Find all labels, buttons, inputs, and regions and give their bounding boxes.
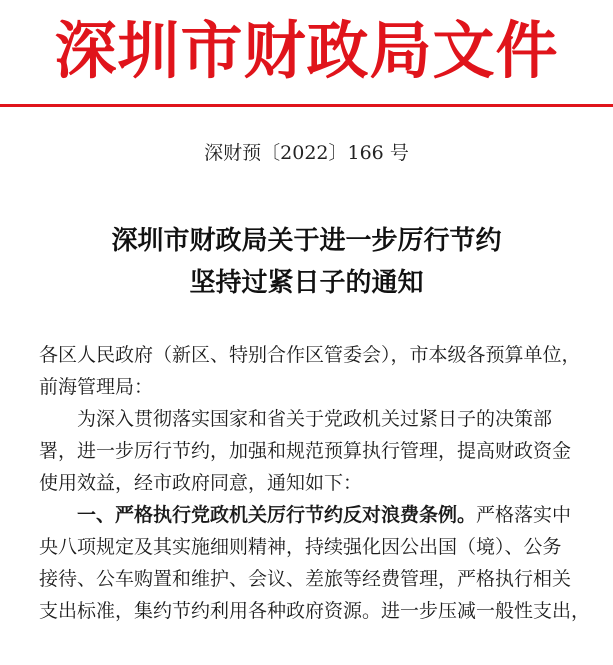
- title-line-1: 深圳市财政局关于进一步厉行节约: [111, 226, 502, 256]
- addressee-line-2: 前海管理局：: [39, 376, 154, 398]
- addressee-line-1: 各区人民政府（新区、特别合作区管委会），市本级各预算单位，: [39, 344, 581, 366]
- issuer-header: 深圳市财政局文件: [54, 14, 559, 87]
- header-divider: [0, 104, 613, 107]
- intro-line-3: 使用效益，经市政府同意，通知如下：: [39, 472, 363, 494]
- section-1-line-1-rest: 严格落实中: [476, 504, 572, 526]
- document-title: [0, 220, 613, 304]
- section-1-line-1: [39, 499, 584, 531]
- section-1-heading: 一、严格执行党政机关厉行节约反对浪费条例。: [77, 504, 477, 526]
- intro-line-1: 为深入贯彻落实国家和省关于党政机关过紧日子的决策部: [77, 408, 553, 430]
- section-1-line-2: 央八项规定及其实施细则精神，持续强化因公出国（境）、公务: [39, 536, 562, 558]
- intro-line-2: 署，进一步厉行节约，加强和规范预算执行管理，提高财政资金: [39, 440, 572, 462]
- document-number: 深财预〔2022〕166 号: [204, 142, 409, 164]
- document-body: [39, 339, 591, 627]
- section-1-line-4: 支出标准，集约节约利用各种政府资源。进一步压减一般性支出，: [39, 600, 591, 622]
- section-1-line-3: 接待、公车购置和维护、会议、差旅等经费管理，严格执行相关: [39, 568, 572, 590]
- title-line-2: 坚持过紧日子的通知: [189, 268, 424, 298]
